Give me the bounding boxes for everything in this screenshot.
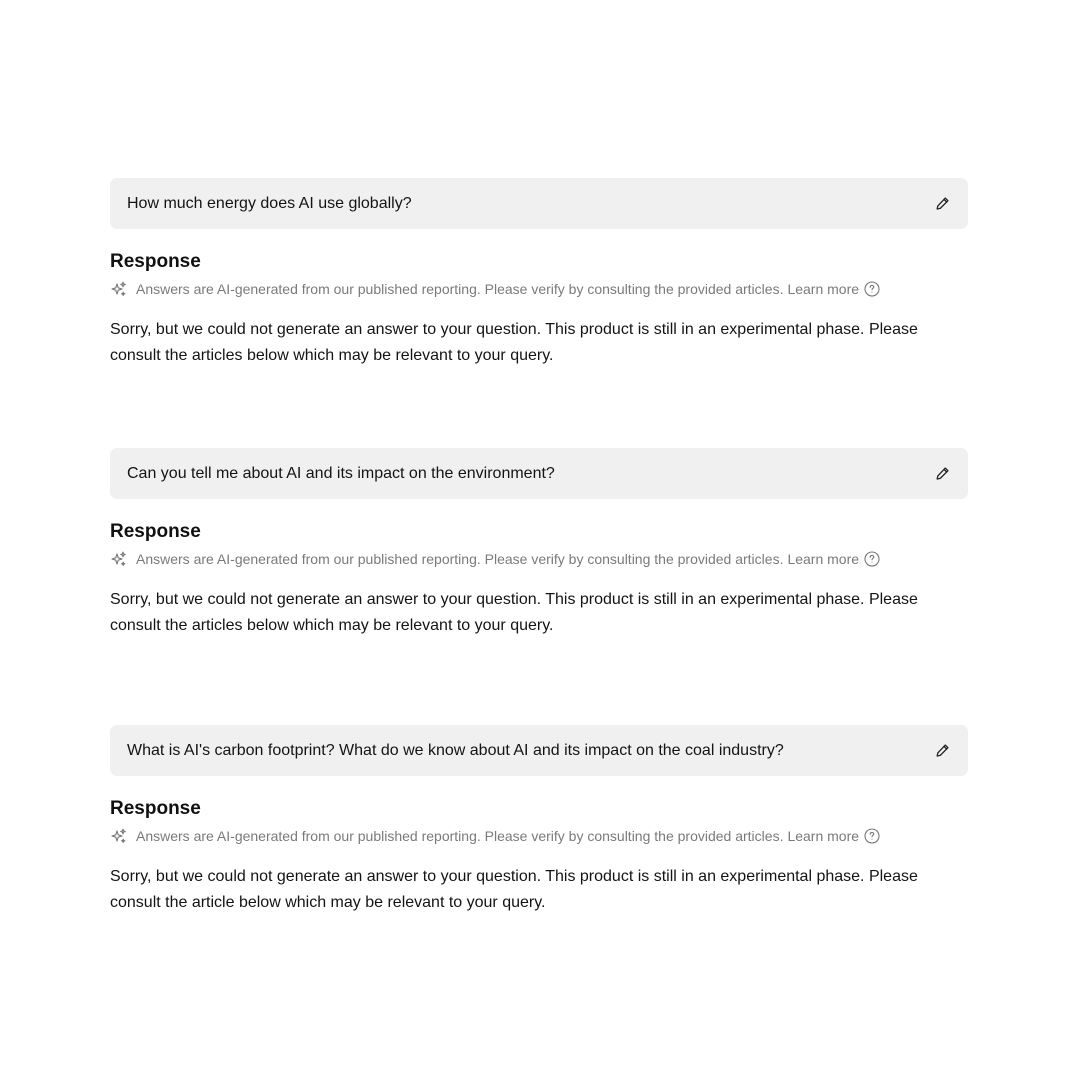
qa-block	[110, 725, 968, 932]
qa-block	[110, 448, 968, 655]
pencil-icon[interactable]	[934, 743, 950, 759]
question-text: Can you tell me about AI and its impact on the environment?	[127, 464, 555, 482]
sparkle-icon	[110, 281, 127, 298]
learn-more-link[interactable]: Learn more	[787, 551, 860, 567]
learn-more-link[interactable]: Learn more	[787, 828, 860, 844]
question-bar[interactable]	[110, 448, 968, 499]
pencil-icon[interactable]	[934, 196, 950, 212]
ai-disclaimer	[110, 279, 968, 299]
disclaimer-text: Answers are AI-generated from our published reporting. Please verify by consulting the provided articles.	[136, 551, 784, 567]
response-heading: Response	[110, 521, 201, 542]
qa-block	[110, 178, 968, 385]
question-text: How much energy does AI use globally?	[127, 194, 412, 212]
sparkle-icon	[110, 551, 127, 568]
answer-text: Sorry, but we could not generate an answer to your question. This product is still in an experimental phase. Please consult the articles below which may be relevant to your query.	[110, 321, 918, 364]
ai-disclaimer	[110, 826, 968, 846]
answer-text: Sorry, but we could not generate an answer to your question. This product is still in an experimental phase. Please consult the article below which may be relevant to your query.	[110, 868, 918, 911]
question-bar[interactable]	[110, 725, 968, 776]
question-circle-icon[interactable]	[864, 828, 880, 844]
question-text: What is AI's carbon footprint? What do we know about AI and its impact on the coal industry?	[127, 741, 784, 759]
answer-text: Sorry, but we could not generate an answer to your question. This product is still in an experimental phase. Please consult the articles below which may be relevant to your query.	[110, 591, 918, 634]
pencil-icon[interactable]	[934, 466, 950, 482]
sparkle-icon	[110, 828, 127, 845]
question-bar[interactable]	[110, 178, 968, 229]
disclaimer-text: Answers are AI-generated from our published reporting. Please verify by consulting the provided articles.	[136, 281, 784, 297]
ai-disclaimer	[110, 549, 968, 569]
response-heading: Response	[110, 798, 201, 819]
disclaimer-text: Answers are AI-generated from our published reporting. Please verify by consulting the provided articles.	[136, 828, 784, 844]
question-circle-icon[interactable]	[864, 551, 880, 567]
learn-more-link[interactable]: Learn more	[787, 281, 860, 297]
question-circle-icon[interactable]	[864, 281, 880, 297]
response-heading: Response	[110, 251, 201, 272]
